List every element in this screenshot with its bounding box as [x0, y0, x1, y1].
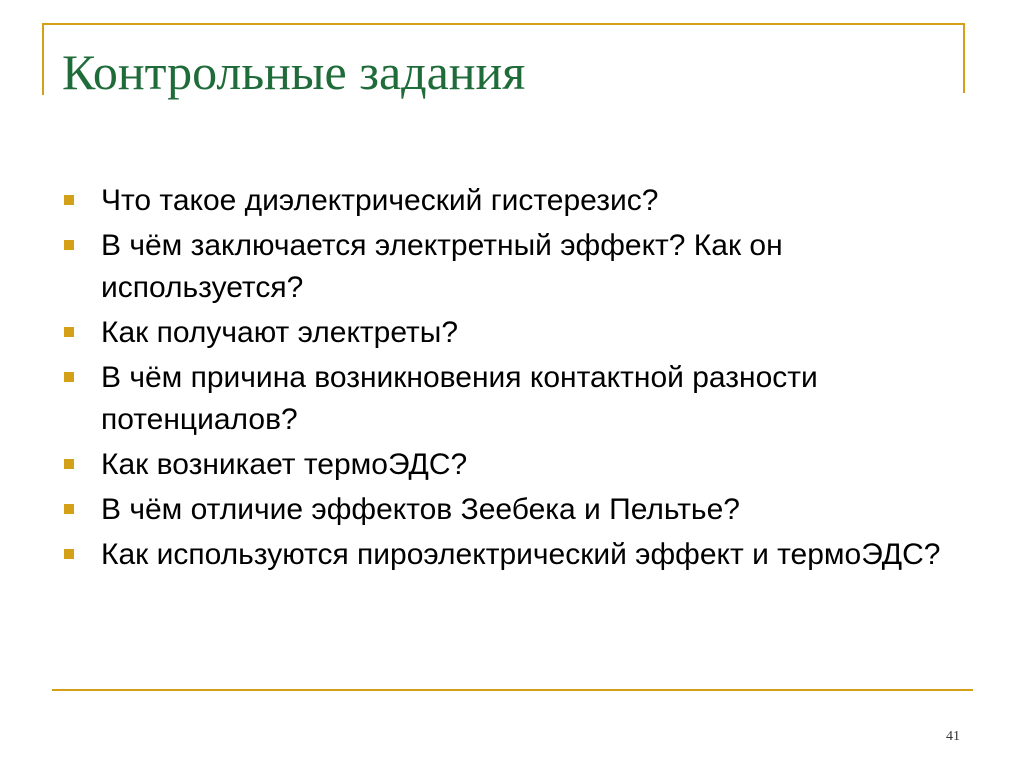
- bullet-item: [64, 312, 944, 354]
- page-number: 41: [946, 729, 960, 744]
- bullet-item: [64, 357, 944, 441]
- bullet-item: [64, 534, 944, 576]
- square-bullet-icon: [64, 327, 74, 337]
- bullet-text: В чём заключается электретный эффект? Как он используется?: [101, 229, 783, 304]
- slide-title: Контрольные задания: [62, 44, 526, 100]
- square-bullet-icon: [64, 240, 74, 250]
- footer-divider: [52, 689, 973, 691]
- bullet-item: [64, 180, 944, 222]
- square-bullet-icon: [64, 372, 74, 382]
- bullet-text: Как получают электреты?: [101, 316, 459, 349]
- bullet-item: [64, 489, 944, 531]
- square-bullet-icon: [64, 549, 74, 559]
- bullet-text: Как возникает термоЭДС?: [101, 448, 468, 481]
- bullet-item: [64, 225, 944, 309]
- title-frame-left: [42, 23, 44, 95]
- bullet-item: [64, 444, 944, 486]
- title-frame-top: [42, 23, 965, 25]
- bullet-text: В чём причина возникновения контактной разности потенциалов?: [101, 361, 818, 436]
- bullet-text: Как используются пироэлектрический эффект и термоЭДС?: [101, 538, 941, 571]
- bullet-text: Что такое диэлектрический гистерезис?: [101, 184, 659, 217]
- bullet-text: В чём отличие эффектов Зеебека и Пельтье?: [101, 493, 740, 526]
- bullet-list: [64, 180, 944, 579]
- square-bullet-icon: [64, 504, 74, 514]
- square-bullet-icon: [64, 195, 74, 205]
- square-bullet-icon: [64, 459, 74, 469]
- title-frame-right: [963, 23, 965, 93]
